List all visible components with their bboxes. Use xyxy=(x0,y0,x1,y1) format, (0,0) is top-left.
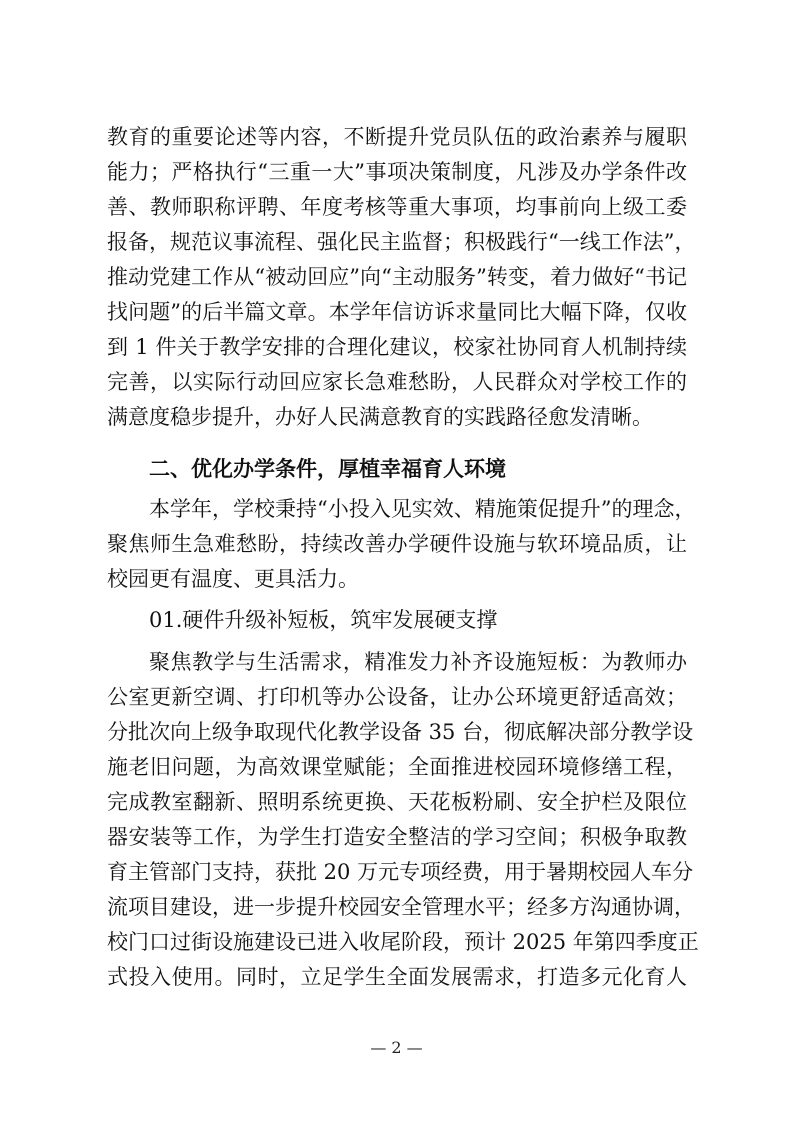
paragraph-line: 完成教室翻新、照明系统更换、天花板粉刷、安全护栏及限位 xyxy=(107,790,687,814)
subsection-heading: 01.硬件升级补短板，筑牢发展硬支撑 xyxy=(149,608,498,632)
page-number: — 2 — xyxy=(370,1038,423,1057)
paragraph-line: 聚焦师生急难愁盼，持续改善办学硬件设施与软环境品质，让 xyxy=(107,532,687,556)
paragraph-line: 施老旧问题，为高效课堂赋能；全面推进校园环境修缮工程， xyxy=(107,755,687,779)
paragraph-line: 找问题”的后半篇文章。本学年信访诉求量同比大幅下降，仅收 xyxy=(107,300,687,324)
paragraph-line: 能力；严格执行“三重一大”事项决策制度，凡涉及办学条件改 xyxy=(107,160,687,184)
paragraph-line: 到 1 件关于教学安排的合理化建议，校家社协同育人机制持续 xyxy=(107,335,687,359)
paragraph-line: 流项目建设，进一步提升校园安全管理水平；经多方沟通协调， xyxy=(107,895,695,919)
paragraph-line: 教育的重要论述等内容，不断提升党员队伍的政治素养与履职 xyxy=(107,125,687,149)
paragraph-line: 校园更有温度、更具活力。 xyxy=(107,567,359,591)
paragraph-line: 聚焦教学与生活需求，精准发力补齐设施短板：为教师办 xyxy=(149,650,687,674)
paragraph-line: 育主管部门支持，获批 20 万元专项经费，用于暑期校园人车分 xyxy=(107,860,694,884)
paragraph-line: 器安装等工作，为学生打造安全整洁的学习空间；积极争取教 xyxy=(107,825,687,849)
paragraph-line: 满意度稳步提升，办好人民满意教育的实践路径愈发清晰。 xyxy=(107,405,653,429)
paragraph-line: 推动党建工作从“被动回应”向“主动服务”转变，着力做好“书记 xyxy=(107,265,687,289)
paragraph-line: 完善，以实际行动回应家长急难愁盼，人民群众对学校工作的 xyxy=(107,370,687,394)
paragraph-line: 式投入使用。同时，立足学生全面发展需求，打造多元化育人 xyxy=(107,965,687,989)
section-heading: 二、优化办学条件，厚植幸福育人环境 xyxy=(149,457,506,481)
paragraph-line: 报备，规范议事流程、强化民主监督；积极践行“一线工作法”， xyxy=(107,230,696,254)
paragraph-line: 校门口过街设施建设已进入收尾阶段，预计 2025 年第四季度正 xyxy=(107,930,699,954)
paragraph-line: 分批次向上级争取现代化教学设备 35 台，彻底解决部分教学设 xyxy=(107,720,694,744)
paragraph-line: 善、教师职称评聘、年度考核等重大事项，均事前向上级工委 xyxy=(107,195,687,219)
paragraph-line: 公室更新空调、打印机等办公设备，让办公环境更舒适高效； xyxy=(107,685,687,709)
paragraph-line: 本学年，学校秉持“小投入见实效、精施策促提升”的理念， xyxy=(149,497,696,521)
